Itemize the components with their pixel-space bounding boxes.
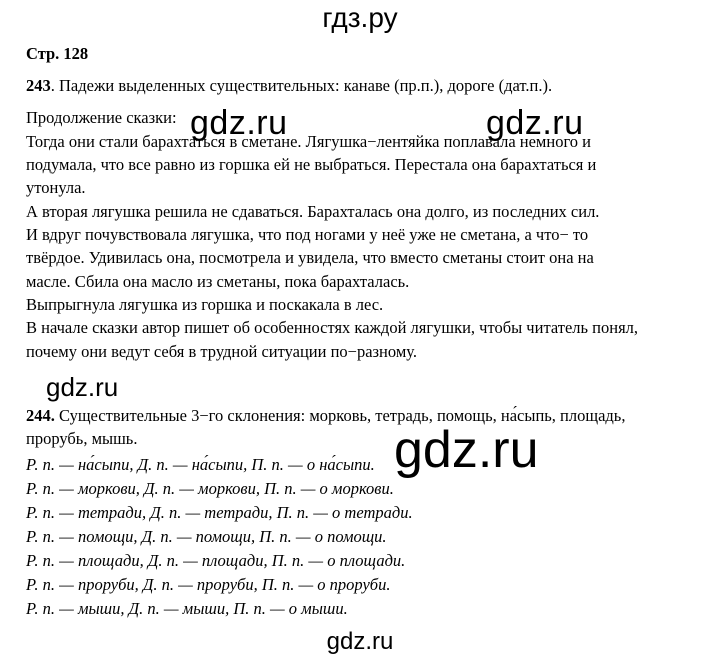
task-244-text: Существительные 3−го склонения: морковь, тетрадь, помощь, на́сыпь, площадь, [54, 406, 626, 425]
site-footer: gdz.ru [326, 628, 394, 655]
declension-row: Р. п. — тетради, Д. п. — тетради, П. п. — о тетради. [26, 503, 413, 522]
task-244-number: 244. [26, 406, 55, 425]
watermark: gdz.ru [190, 104, 288, 142]
site-header: гдз.ру [322, 2, 398, 33]
story-line: твёрдое. Удивилась она, посмотрела и увидела, что вместо сметаны стоит она на [26, 248, 594, 267]
task-244-text-continued: прорубь, мышь. [26, 429, 138, 448]
task-243-text: . Падежи выделенных существительных: канаве (пр.п.), дороге (дат.п.). [50, 76, 553, 95]
declension-row: Р. п. — мыши, Д. п. — мыши, П. п. — о мыши. [26, 599, 348, 618]
story-line: масле. Сбила она масло из сметаны, пока барахталась. [26, 272, 410, 291]
continuation-label: Продолжение сказки: [26, 108, 177, 127]
story-line: Тогда они стали барахтаться в сметане. Лягушка−лентяйка поплавала немного и [26, 132, 592, 151]
task-243-heading [26, 76, 552, 96]
declension-row: Р. п. — на́сыпи, Д. п. — на́сыпи, П. п. — о на́сыпи. [26, 455, 375, 474]
declension-row: Р. п. — проруби, Д. п. — проруби, П. п. — о проруби. [26, 575, 391, 594]
watermark: gdz.ru [46, 372, 119, 402]
declension-row: Р. п. — моркови, Д. п. — моркови, П. п. — о моркови. [26, 479, 394, 498]
story-line: И вдруг почувствовала лягушка, что под ногами у неё уже не сметана, а что− то [26, 225, 589, 244]
declension-row: Р. п. — помощи, Д. п. — помощи, П. п. — о помощи. [26, 527, 387, 546]
story-line: А вторая лягушка решила не сдаваться. Барахталась она долго, из последних сил. [26, 202, 600, 221]
story-line: Выпрыгнула лягушка из горшка и поскакала в лес. [26, 295, 384, 314]
page-label: Стр. 128 [26, 44, 89, 63]
watermark: gdz.ru [486, 104, 584, 142]
watermark: gdz.ru [394, 421, 539, 479]
story-line: почему они ведут себя в трудной ситуации по−разному. [26, 342, 417, 361]
declension-row: Р. п. — площади, Д. п. — площади, П. п. — о площади. [26, 551, 406, 570]
story-line: подумала, что все равно из горшка ей не выбраться. Перестала она барахтаться и [26, 155, 597, 174]
story-line: утонула. [26, 178, 86, 197]
task-243-number: 243 [26, 76, 51, 95]
story-line: В начале сказки автор пишет об особенностях каждой лягушки, чтобы читатель понял, [26, 318, 639, 337]
